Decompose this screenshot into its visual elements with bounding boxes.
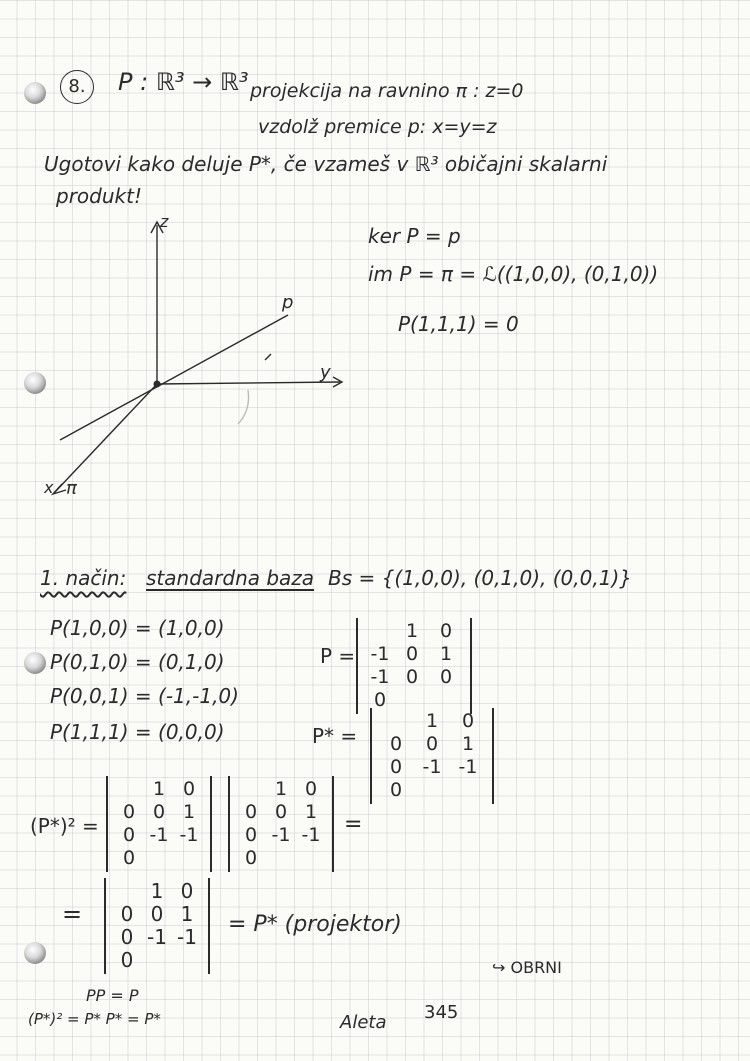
- matrix-entry: 0: [122, 824, 136, 846]
- matrix-entry: 0: [389, 779, 403, 801]
- matrix-entry: 1: [182, 801, 196, 823]
- turn-page-note: ↪ OBRNI: [492, 958, 562, 977]
- origin-point: [154, 381, 161, 388]
- matrix-p-label: P =: [320, 644, 356, 668]
- matrix-entry: 0: [152, 801, 166, 823]
- matrix-pstar-right-factor: [228, 776, 334, 872]
- line-p-label: p: [282, 292, 294, 313]
- matrix-entry: -1: [301, 824, 321, 846]
- matrix-entry: -1: [271, 824, 291, 846]
- image-e3: P(0,0,1) = (-1,-1,0): [50, 684, 239, 708]
- matrix-entry: 0: [389, 733, 403, 755]
- image-e1: P(1,0,0) = (1,0,0): [50, 616, 225, 640]
- matrix-entry: -1: [458, 756, 478, 778]
- matrix-entry: 0: [389, 756, 403, 778]
- page-number: 345: [424, 1002, 459, 1023]
- matrix-entry: -1: [370, 643, 390, 665]
- footnote-square: (P*)² = P* P* = P*: [28, 1010, 161, 1028]
- method-heading: 1. način:: [40, 566, 127, 590]
- projection-description: projekcija na ravnino π : z=0: [250, 80, 524, 102]
- matrix-entry: 0: [150, 902, 164, 926]
- basis-label: standardna baza: [146, 566, 315, 590]
- matrix-entry: 1: [439, 643, 453, 665]
- matrix-entry: 1: [152, 778, 166, 800]
- matrix-entry: 0: [425, 733, 439, 755]
- matrix-entry: -1: [147, 925, 167, 949]
- matrix-pstar-left-factor: [106, 776, 212, 872]
- matrix-p: [356, 618, 472, 714]
- image-e2: P(0,1,0) = (0,1,0): [50, 650, 225, 674]
- evaluation-statement: P(1,1,1) = 0: [398, 312, 519, 336]
- matrix-entry: 1: [425, 710, 439, 732]
- matrix-entry: 1: [150, 879, 164, 903]
- matrix-entry: 0: [180, 879, 194, 903]
- signature: Aleta: [340, 1012, 387, 1033]
- matrix-entry: 0: [120, 925, 134, 949]
- image-statement: im P = π = ℒ((1,0,0), (0,1,0)): [368, 262, 659, 286]
- kernel-statement: ker P = p: [368, 224, 461, 248]
- matrix-pstar-label: P* =: [312, 724, 358, 748]
- square-label: (P*)² =: [30, 814, 99, 838]
- matrix-entry: 0: [182, 778, 196, 800]
- matrix-entry: 0: [120, 948, 134, 972]
- projector-conclusion: = P* (projektor): [228, 912, 402, 937]
- result-equals: =: [62, 900, 83, 928]
- plane-pi-label: π: [66, 478, 77, 499]
- task-text-continued: produkt!: [56, 184, 142, 208]
- image-v: P(1,1,1) = (0,0,0): [50, 720, 225, 744]
- matrix-entry: 1: [274, 778, 288, 800]
- problem-number: 8.: [60, 70, 94, 104]
- standard-basis: Bs = {(1,0,0), (0,1,0), (0,0,1)}: [328, 566, 632, 590]
- matrix-entry: 0: [373, 689, 387, 711]
- matrix-entry: 1: [304, 801, 318, 823]
- matrix-entry: -1: [179, 824, 199, 846]
- matrix-result: [104, 878, 210, 974]
- matrix-entry: -1: [149, 824, 169, 846]
- equals-sign: =: [344, 812, 363, 837]
- matrix-entry: -1: [177, 925, 197, 949]
- footnote-idempotent: PP = P: [86, 986, 139, 1005]
- matrix-entry: 0: [304, 778, 318, 800]
- matrix-entry: 0: [244, 824, 258, 846]
- map-definition: P : ℝ³ → ℝ³: [118, 68, 249, 96]
- axis-y-label: y: [320, 362, 331, 383]
- matrix-entry: 1: [180, 902, 194, 926]
- matrix-entry: 0: [120, 902, 134, 926]
- axis-z-label: z: [160, 212, 169, 231]
- matrix-entry: 0: [439, 620, 453, 642]
- matrix-entry: 0: [461, 710, 475, 732]
- matrix-entry: -1: [422, 756, 442, 778]
- axis-x-label: x: [44, 478, 54, 497]
- matrix-entry: 0: [405, 666, 419, 688]
- matrix-entry: 0: [122, 801, 136, 823]
- matrix-entry: 0: [244, 847, 258, 869]
- matrix-entry: 0: [274, 801, 288, 823]
- task-text: Ugotovi kako deluje P*, če vzameš v ℝ³ običajni skalarni: [44, 152, 608, 176]
- matrix-entry: 1: [405, 620, 419, 642]
- matrix-entry: 1: [461, 733, 475, 755]
- matrix-entry: 0: [244, 801, 258, 823]
- matrix-entry: 0: [122, 847, 136, 869]
- matrix-entry: -1: [370, 666, 390, 688]
- direction-description: vzdolž premice p: x=y=z: [258, 116, 497, 138]
- matrix-pstar: [370, 708, 494, 804]
- matrix-entry: 0: [439, 666, 453, 688]
- matrix-entry: 0: [405, 643, 419, 665]
